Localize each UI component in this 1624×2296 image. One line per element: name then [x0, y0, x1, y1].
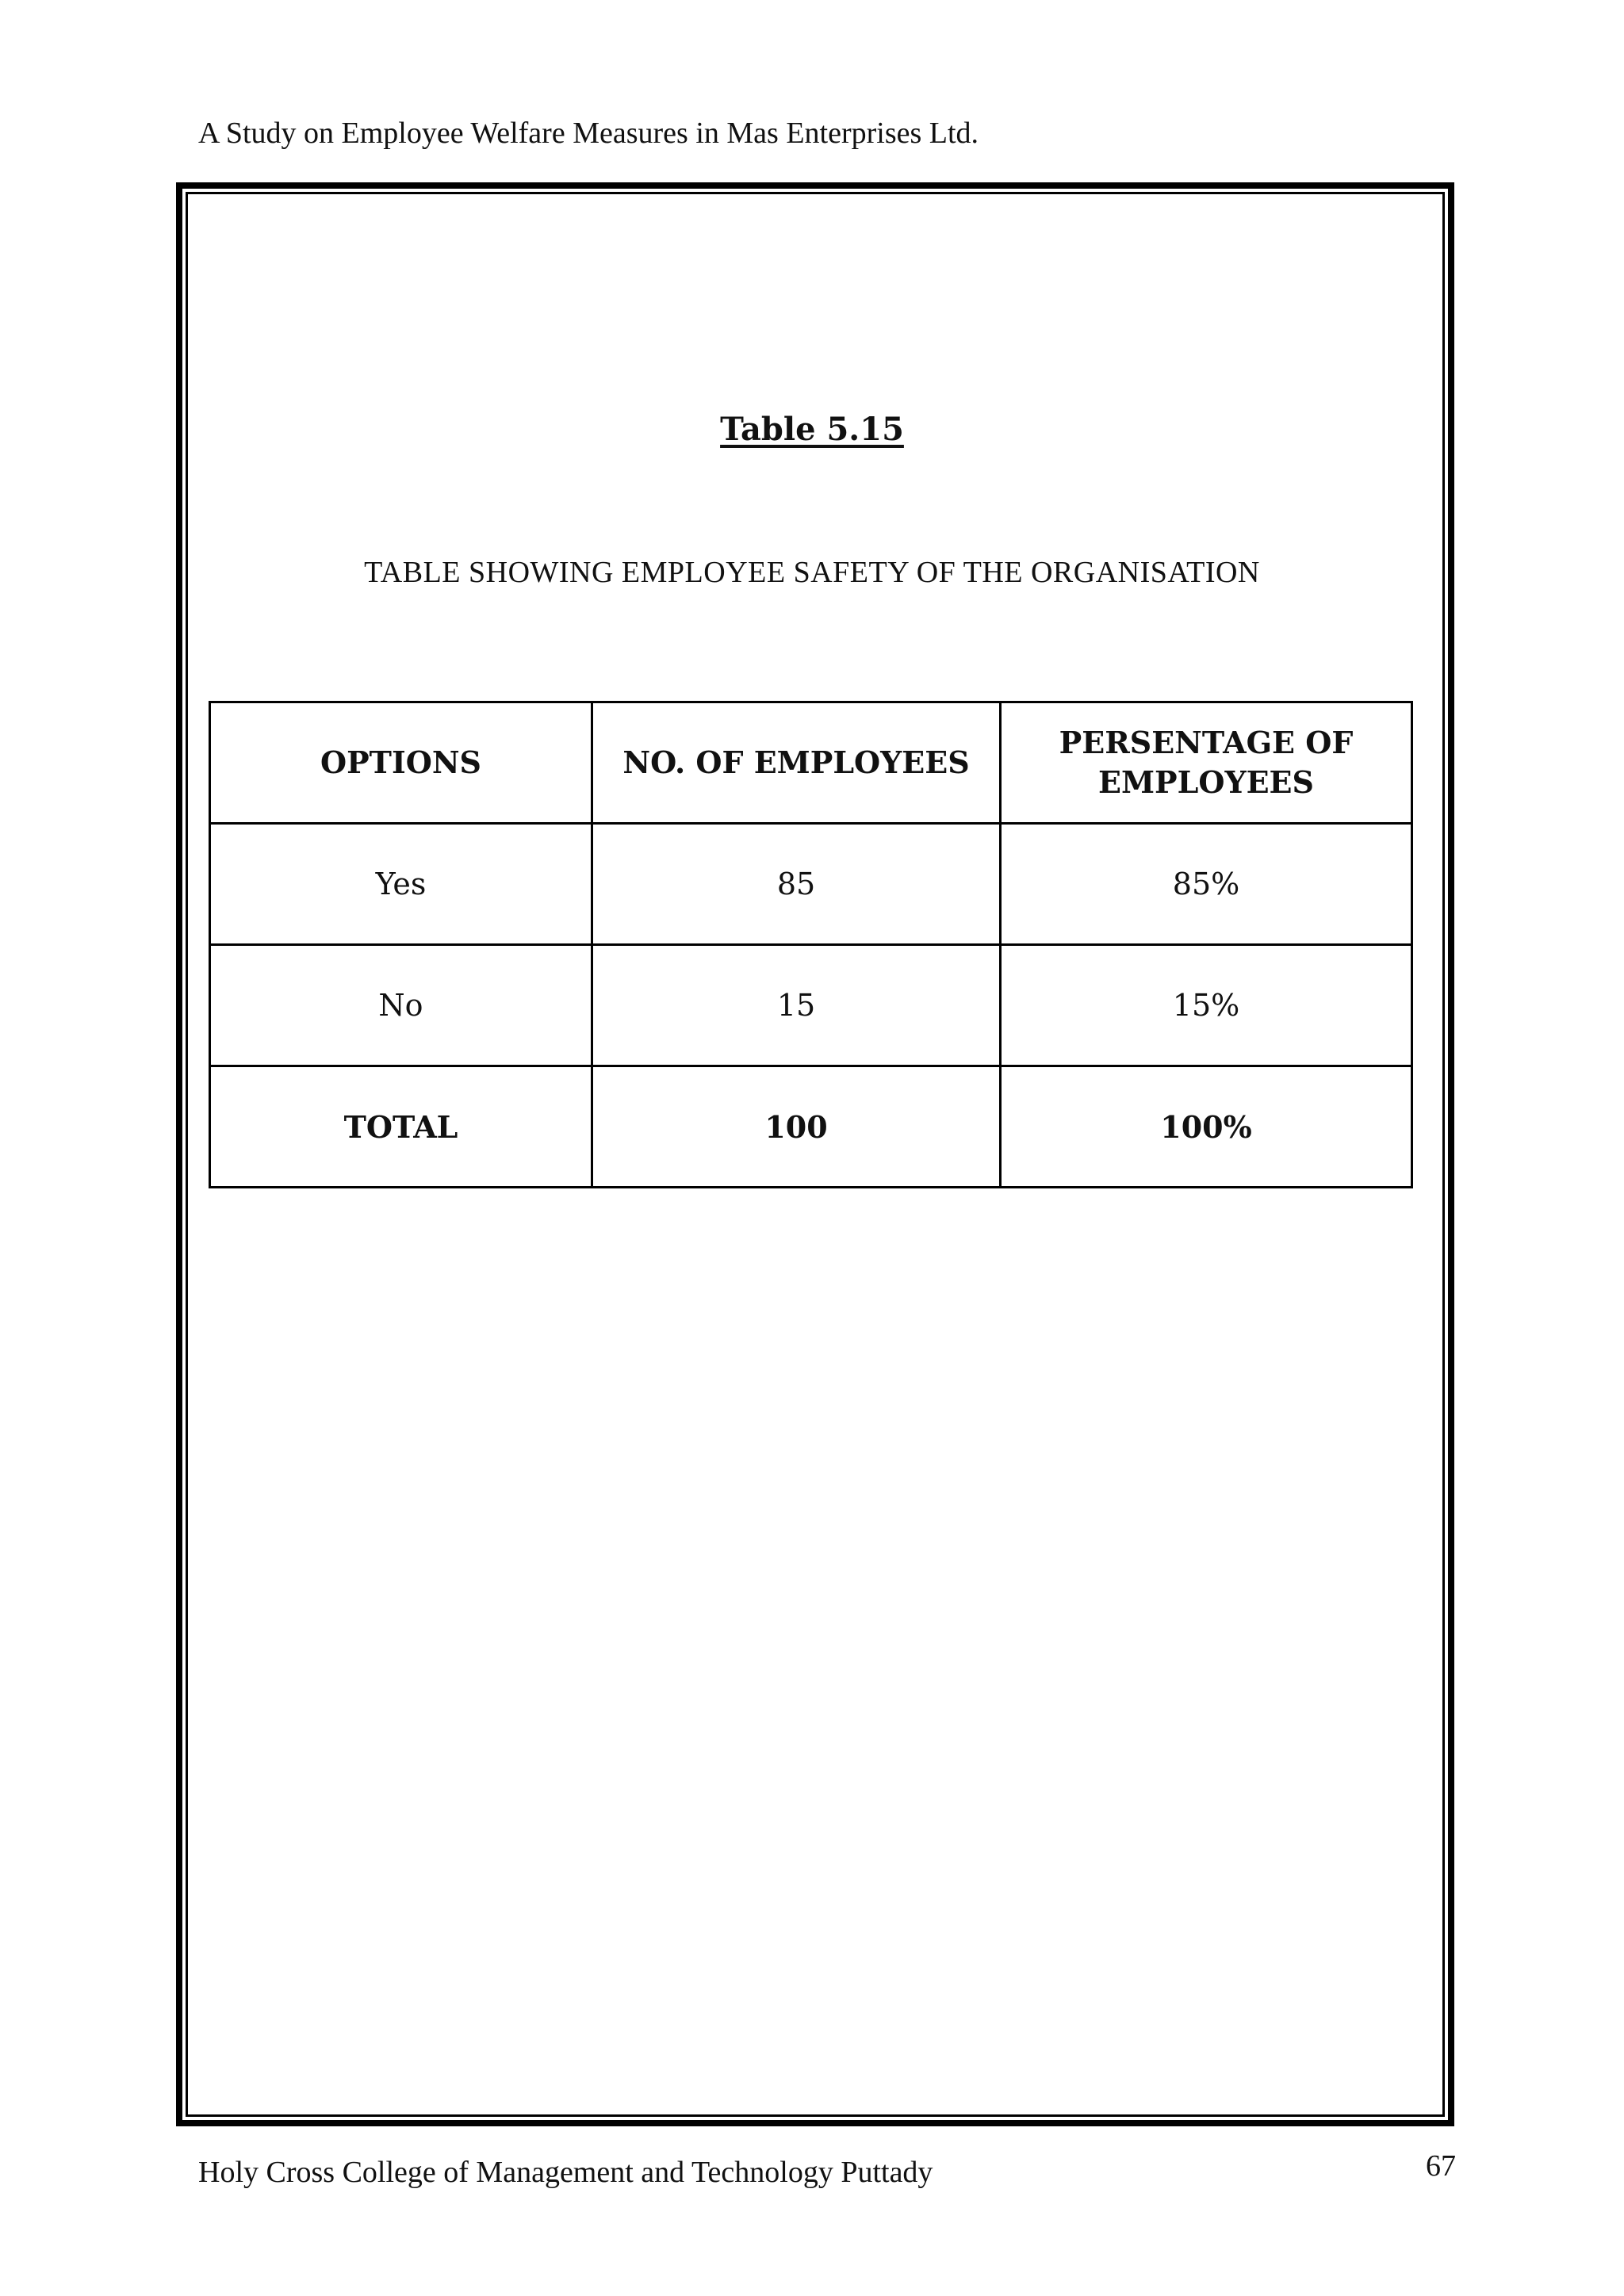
cell-total-percentage: 100% [1001, 1066, 1412, 1188]
cell-total-count: 100 [592, 1066, 1001, 1188]
running-header: A Study on Employee Welfare Measures in Mas Enterprises Ltd. [198, 117, 979, 150]
column-header-percentage: PERSENTAGE OF EMPLOYEES [1001, 702, 1412, 824]
employee-safety-table [209, 701, 1413, 1188]
running-footer: Holy Cross College of Management and Technology Puttady [198, 2156, 933, 2189]
table-row [210, 945, 1412, 1066]
cell-option: Yes [210, 824, 592, 945]
table-row [210, 824, 1412, 945]
table-number: Table 5.15 [720, 411, 904, 448]
column-header-employee-count: NO. OF EMPLOYEES [592, 702, 1001, 824]
table-header-row [210, 702, 1412, 824]
table-total-row [210, 1066, 1412, 1188]
cell-percentage: 85% [1001, 824, 1412, 945]
page-number: 67 [1426, 2149, 1456, 2183]
cell-percentage: 15% [1001, 945, 1412, 1066]
cell-employee-count: 85 [592, 824, 1001, 945]
column-header-options: OPTIONS [210, 702, 592, 824]
cell-employee-count: 15 [592, 945, 1001, 1066]
cell-option: No [210, 945, 592, 1066]
table-caption: TABLE SHOWING EMPLOYEE SAFETY OF THE ORGANISATION [364, 556, 1260, 589]
cell-total-label: TOTAL [210, 1066, 592, 1188]
